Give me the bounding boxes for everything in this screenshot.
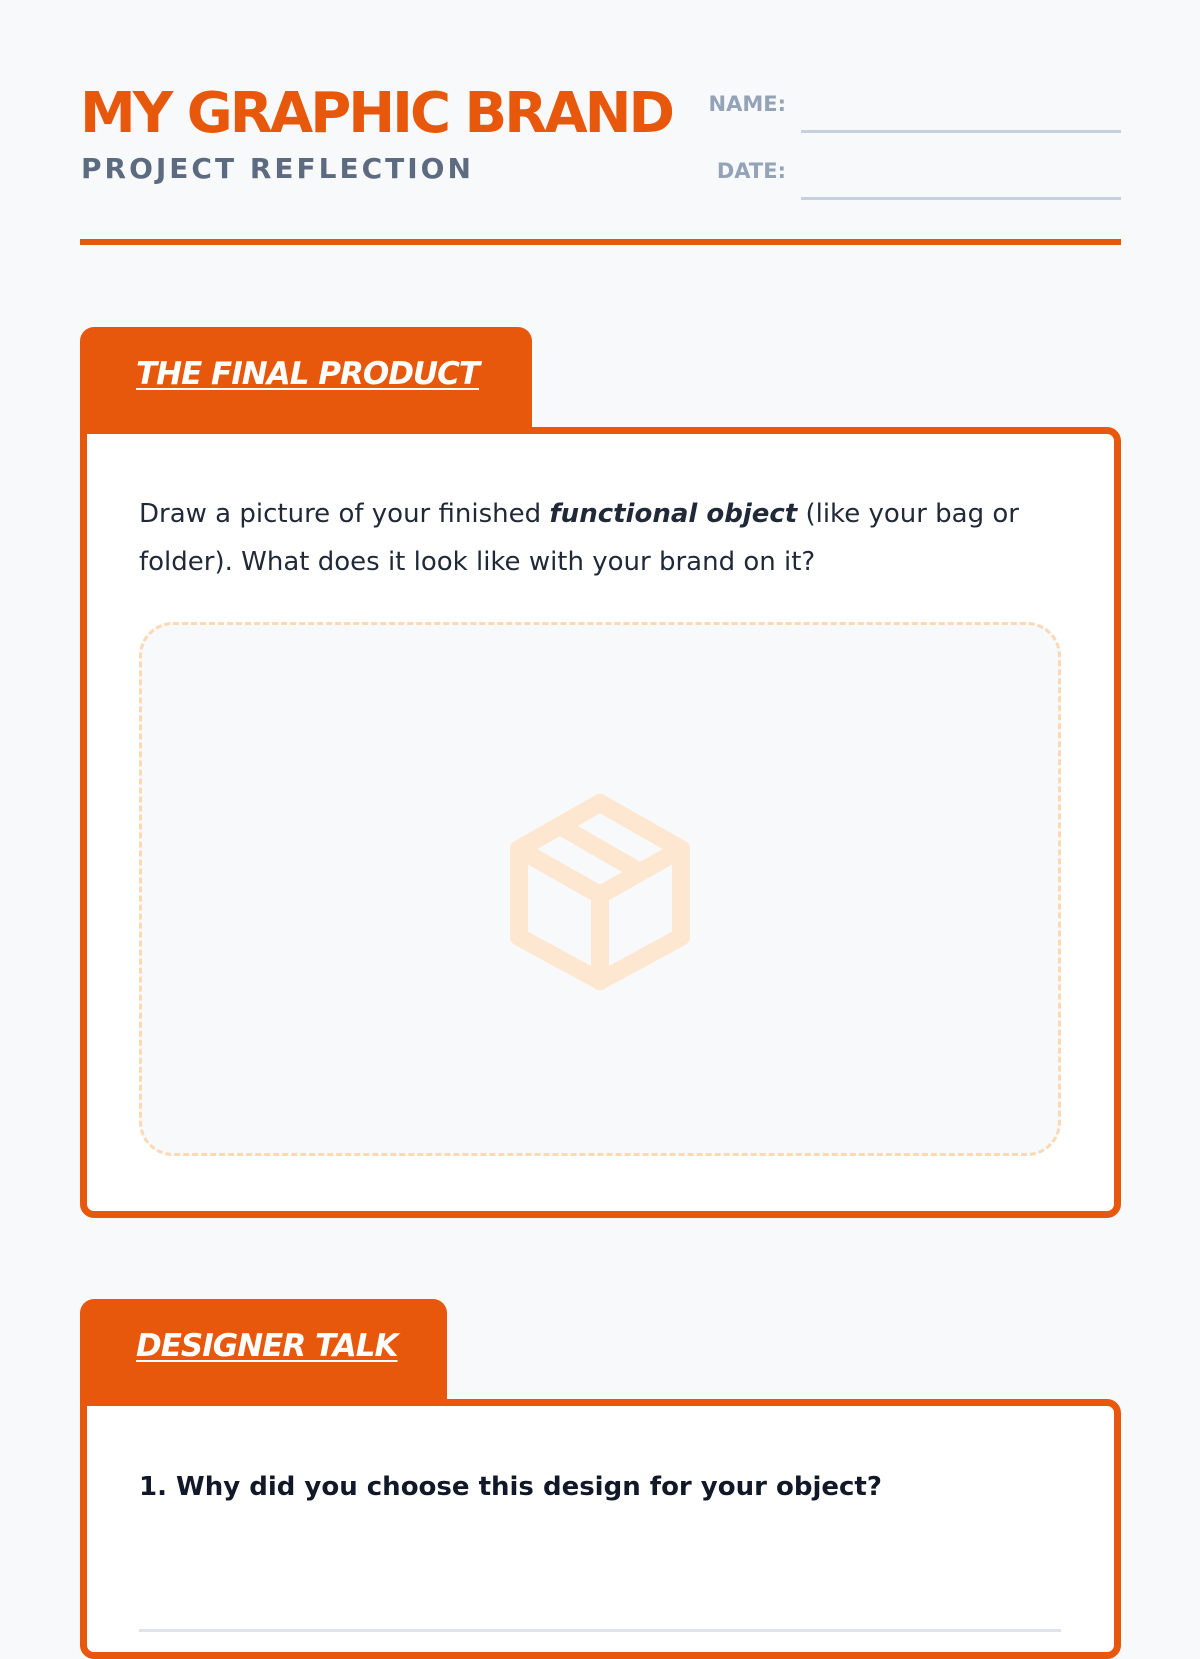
section-tab-final-product xyxy=(80,327,532,431)
question-1: 1. Why did you choose this design for your object? xyxy=(139,1472,882,1502)
answer-field-1[interactable] xyxy=(139,1593,1061,1632)
prompt-text-end: (like your bag or folder). What does it look like with your brand on it? xyxy=(139,499,1019,577)
date-label: DATE: xyxy=(716,159,786,183)
date-field[interactable] xyxy=(801,169,1121,200)
designer-talk-card xyxy=(80,1399,1121,1659)
name-field[interactable] xyxy=(801,102,1121,133)
box-icon xyxy=(505,791,695,991)
section-tab-designer-talk xyxy=(80,1299,447,1403)
name-label: NAME: xyxy=(708,92,786,116)
drawing-area[interactable] xyxy=(139,622,1061,1156)
worksheet-subtitle: PROJECT REFLECTION xyxy=(81,152,474,185)
brand-title: MY GRAPHIC BRAND xyxy=(80,81,673,146)
drawing-prompt xyxy=(139,490,1049,586)
header-divider xyxy=(80,239,1121,245)
final-product-card xyxy=(80,427,1121,1218)
prompt-emphasis: functional object xyxy=(549,499,798,529)
section-title: THE FINAL PRODUCT xyxy=(136,356,479,392)
section-title: DESIGNER TALK xyxy=(136,1328,398,1364)
prompt-text-start: Draw a picture of your finished xyxy=(139,499,550,529)
